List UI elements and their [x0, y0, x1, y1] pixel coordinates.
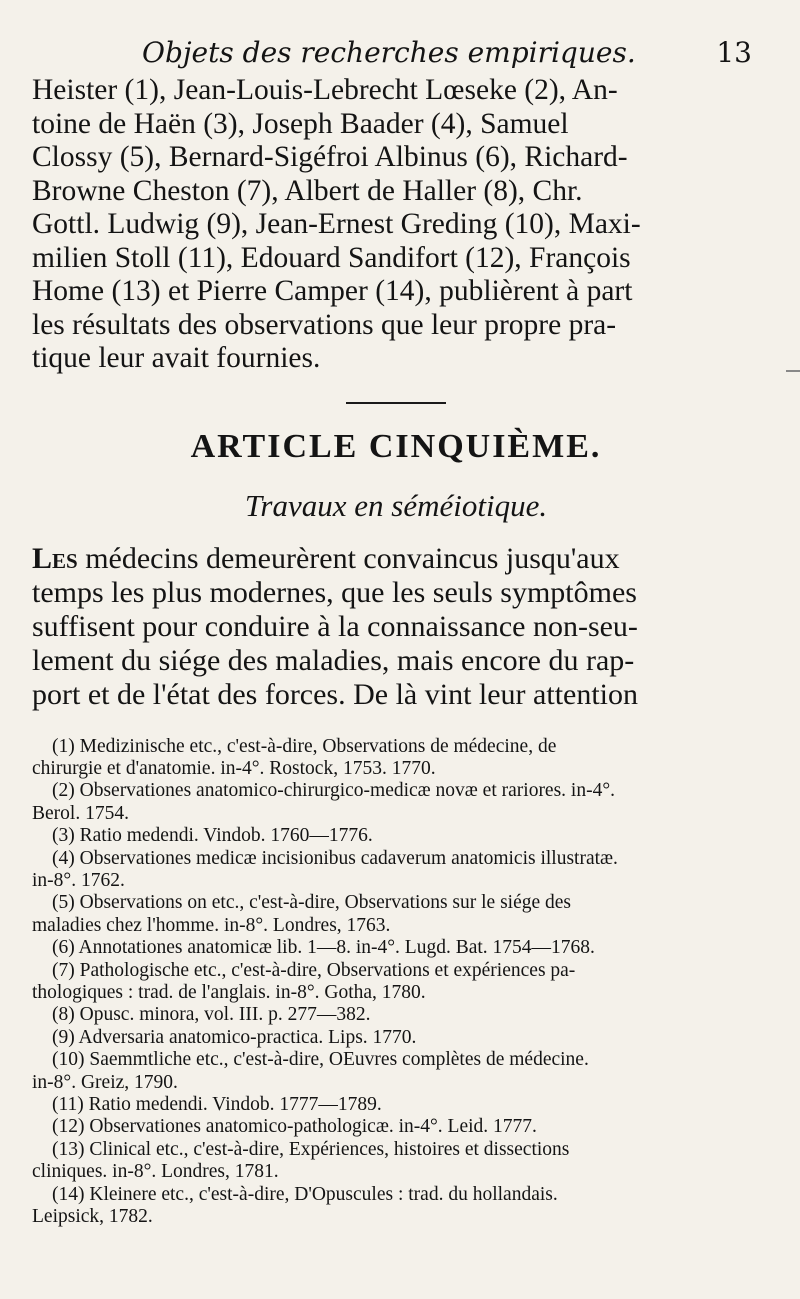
text-line: suffisent pour conduire à la connaissance non-seu- — [32, 609, 638, 643]
text-line: Home (13) et Pierre Camper (14), publièrent à part — [32, 275, 633, 307]
drop-cap: Les — [32, 541, 78, 575]
footnote-continuation: Leipsick, 1782. — [32, 1206, 153, 1228]
text-line: port et de l'état des forces. De là vint leur attention — [32, 677, 639, 711]
footnote: (11) Ratio medendi. Vindob. 1777—1789. — [52, 1094, 382, 1115]
footnote: (12) Observationes anatomico-pathologicæ. in-4°. Leid. 1777. — [52, 1116, 537, 1138]
footnote: (5) Observations on etc., c'est-à-dire, Observations sur le siége des — [52, 892, 572, 914]
text-line: milien Stoll (11), Edouard Sandifort (12), François — [32, 241, 631, 274]
book-page — [32, 30, 760, 1228]
running-header — [32, 30, 760, 74]
text-line: Gottl. Ludwig (9), Jean-Ernest Greding (10), Maxi- — [32, 208, 641, 240]
footnote: (3) Ratio medendi. Vindob. 1760—1776. — [52, 825, 373, 847]
text-line: lement du siége des maladies, mais encore du rap- — [32, 643, 635, 677]
running-title: Objets des recherches empiriques. — [142, 36, 636, 69]
footnote-continuation: Berol. 1754. — [32, 802, 129, 824]
text-line: toine de Haën (3), Joseph Baader (4), Samuel — [32, 107, 569, 140]
body-paragraph — [32, 542, 760, 712]
text-line: Browne Cheston (7), Albert de Haller (8), Chr. — [32, 174, 583, 207]
footnote-continuation: in-8°. 1762. — [32, 869, 125, 891]
text-line — [32, 542, 760, 576]
footnote-continuation: chirurgie et d'anatomie. in-4°. Rostock, 1753. 1770. — [32, 757, 436, 779]
footnote-continuation: thologiques : trad. de l'anglais. in-8°. Gotha, 1780. — [32, 981, 426, 1003]
footnote: (1) Medizinische etc., c'est-à-dire, Observations de médecine, de — [52, 735, 557, 757]
footnote: (14) Kleinere etc., c'est-à-dire, D'Opuscules : trad. du hollandais. — [52, 1183, 558, 1205]
text-line: Clossy (5), Bernard-Sigéfroi Albinus (6), Richard- — [32, 141, 628, 173]
text-line: les résultats des observations que leur propre pra- — [32, 308, 617, 341]
footnote: (10) Saemmtliche etc., c'est-à-dire, OEuvres complètes de médecine. — [52, 1049, 589, 1071]
footnote: (6) Annotationes anatomicæ lib. 1—8. in-4°. Lugd. Bat. 1754—1768. — [52, 937, 595, 959]
page-number: 13 — [716, 36, 752, 69]
article-subheading: Travaux en séméiotique. — [244, 487, 548, 523]
footnote: (7) Pathologische etc., c'est-à-dire, Observations et expériences pa- — [52, 959, 576, 981]
scan-mark — [786, 370, 800, 372]
text-fragment: médecins demeurèrent convaincus jusqu'aux — [77, 541, 620, 575]
footnotes — [32, 736, 760, 1229]
section-divider — [346, 402, 446, 404]
article-heading: ARTICLE CINQUIÈME. — [190, 427, 602, 465]
footnote-continuation: in-8°. Greiz, 1790. — [32, 1071, 178, 1093]
footnote-continuation: cliniques. in-8°. Londres, 1781. — [32, 1161, 279, 1183]
text-line: tique leur avait fournies. — [32, 342, 321, 374]
footnote: (8) Opusc. minora, vol. III. p. 277—382. — [52, 1004, 371, 1026]
text-line: temps les plus modernes, que les seuls symptômes — [32, 575, 637, 609]
footnote: (2) Observationes anatomico-chirurgico-medicæ novæ et rariores. in-4°. — [52, 780, 616, 802]
text-line: Heister (1), Jean-Louis-Lebrecht Lœseke (2), An- — [32, 74, 618, 106]
footnote: (4) Observationes medicæ incisionibus cadaverum anatomicis illustratæ. — [52, 847, 618, 869]
footnote-continuation: maladies chez l'homme. in-8°. Londres, 1763. — [32, 914, 391, 936]
footnote: (13) Clinical etc., c'est-à-dire, Expériences, histoires et dissections — [52, 1138, 570, 1160]
footnote: (9) Adversaria anatomico-practica. Lips. 1770. — [52, 1026, 417, 1048]
intro-paragraph — [32, 74, 760, 376]
